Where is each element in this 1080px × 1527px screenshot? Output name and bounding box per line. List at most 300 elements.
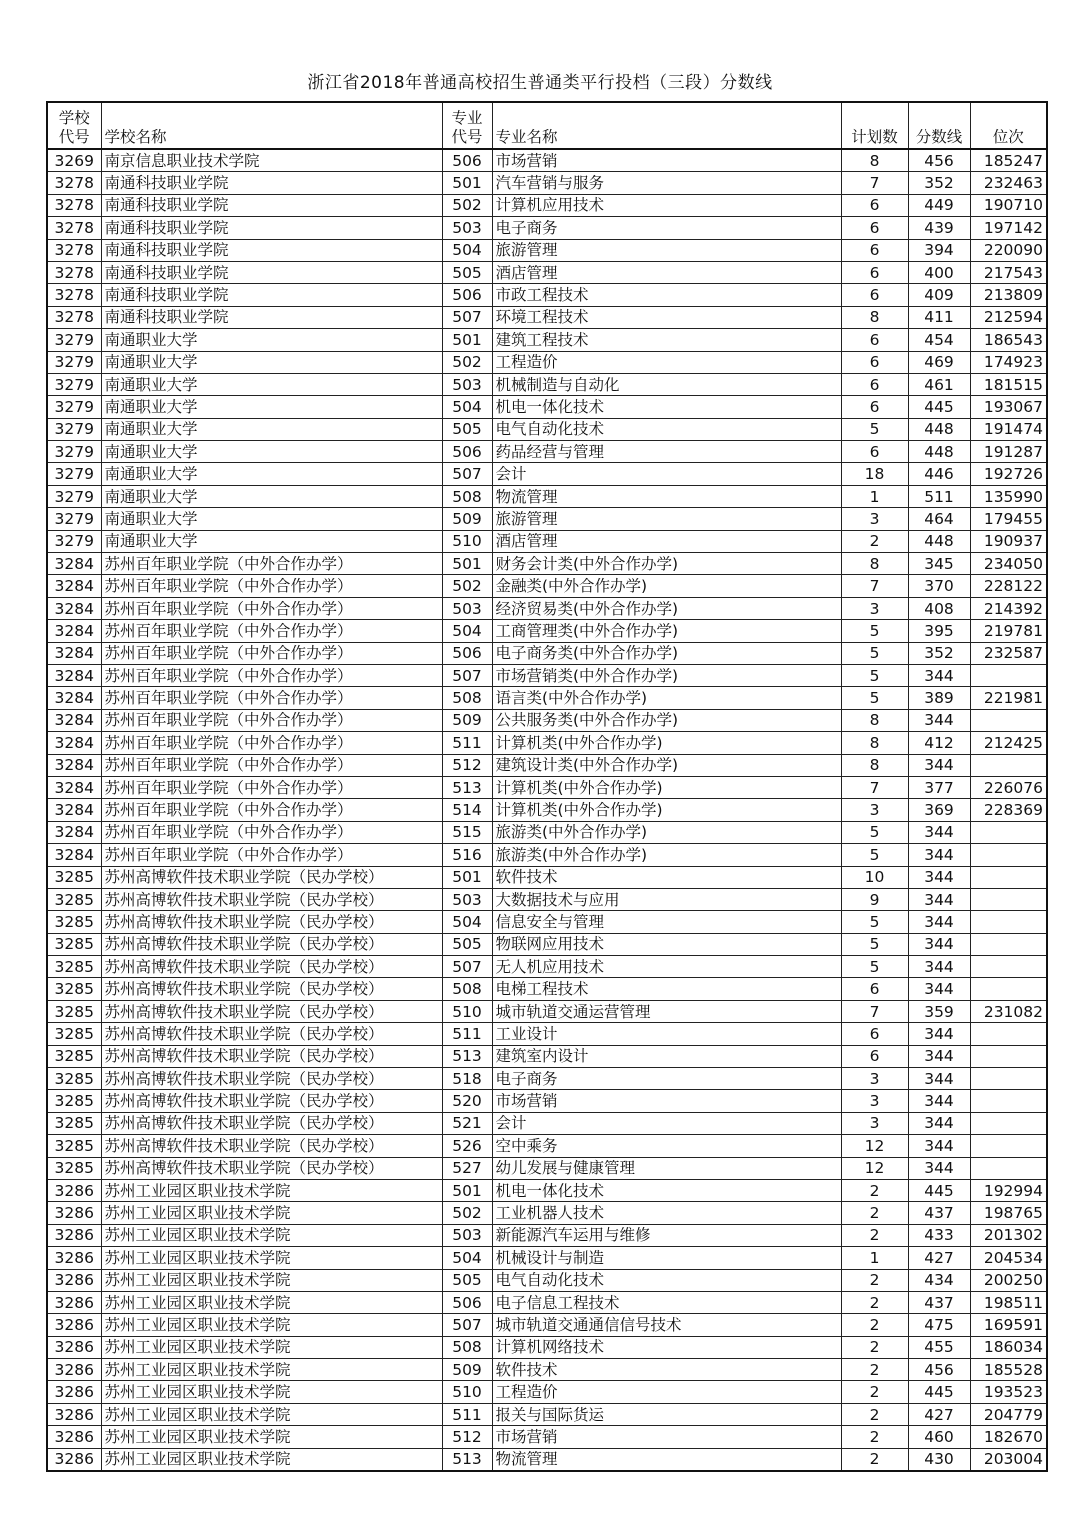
plan-count-cell: 5 [841, 418, 908, 440]
major-code-cell: 511 [442, 1023, 492, 1045]
major-name-cell: 大数据技术与应用 [492, 888, 841, 910]
major-code-cell: 507 [442, 463, 492, 485]
rank-cell [970, 709, 1047, 731]
plan-count-cell: 2 [841, 1359, 908, 1381]
major-name-cell: 财务会计类(中外合作办学) [492, 553, 841, 575]
rank-cell [970, 821, 1047, 843]
major-code-cell: 505 [442, 933, 492, 955]
rank-cell [970, 1090, 1047, 1112]
rank-cell: 232587 [970, 642, 1047, 664]
header-rank: 位次 [970, 102, 1047, 149]
school-name-cell: 苏州高博软件技术职业学院（民办学校） [101, 1090, 442, 1112]
major-name-cell: 经济贸易类(中外合作办学) [492, 597, 841, 619]
table-row [47, 709, 1047, 731]
table-row [47, 799, 1047, 821]
major-name-cell: 电子商务类(中外合作办学) [492, 642, 841, 664]
plan-count-cell: 2 [841, 530, 908, 552]
plan-count-cell: 6 [841, 1045, 908, 1067]
rank-cell: 191287 [970, 441, 1047, 463]
major-code-cell: 508 [442, 485, 492, 507]
major-name-cell: 计算机类(中外合作办学) [492, 799, 841, 821]
major-name-cell: 电子商务 [492, 217, 841, 239]
school-code-cell: 3278 [47, 306, 101, 328]
table-row [47, 217, 1047, 239]
school-code-cell: 3284 [47, 664, 101, 686]
rank-cell [970, 956, 1047, 978]
major-code-cell: 503 [442, 888, 492, 910]
school-code-cell: 3279 [47, 530, 101, 552]
rank-cell: 212425 [970, 732, 1047, 754]
score-line-cell: 461 [908, 373, 970, 395]
school-code-cell: 3286 [47, 1381, 101, 1403]
rank-cell: 212594 [970, 306, 1047, 328]
table-row [47, 194, 1047, 216]
major-name-cell: 酒店管理 [492, 261, 841, 283]
score-line-cell: 394 [908, 239, 970, 261]
major-name-cell: 机械制造与自动化 [492, 373, 841, 395]
school-name-cell: 苏州高博软件技术职业学院（民办学校） [101, 911, 442, 933]
table-row [47, 1202, 1047, 1224]
plan-count-cell: 3 [841, 508, 908, 530]
plan-count-cell: 5 [841, 642, 908, 664]
major-code-cell: 501 [442, 172, 492, 194]
school-name-cell: 南通职业大学 [101, 463, 442, 485]
school-name-cell: 苏州高博软件技术职业学院（民办学校） [101, 1000, 442, 1022]
major-code-cell: 502 [442, 575, 492, 597]
major-name-cell: 旅游管理 [492, 508, 841, 530]
major-code-cell: 511 [442, 1403, 492, 1425]
score-line-cell: 344 [908, 956, 970, 978]
school-name-cell: 苏州百年职业学院（中外合作办学） [101, 664, 442, 686]
major-name-cell: 计算机类(中外合作办学) [492, 776, 841, 798]
school-name-cell: 南通科技职业学院 [101, 261, 442, 283]
table-row [47, 1000, 1047, 1022]
major-name-cell: 电子商务 [492, 1068, 841, 1090]
school-code-cell: 3284 [47, 754, 101, 776]
rank-cell: 169591 [970, 1314, 1047, 1336]
major-name-cell: 建筑工程技术 [492, 329, 841, 351]
major-code-cell: 506 [442, 284, 492, 306]
plan-count-cell: 8 [841, 306, 908, 328]
table-row [47, 597, 1047, 619]
score-line-cell: 344 [908, 1135, 970, 1157]
school-name-cell: 南通科技职业学院 [101, 217, 442, 239]
major-code-cell: 506 [442, 441, 492, 463]
table-row [47, 373, 1047, 395]
school-name-cell: 南通职业大学 [101, 396, 442, 418]
school-code-cell: 3279 [47, 329, 101, 351]
score-line-cell: 344 [908, 888, 970, 910]
school-code-cell: 3286 [47, 1448, 101, 1471]
school-code-cell: 3285 [47, 1045, 101, 1067]
major-name-cell: 幼儿发展与健康管理 [492, 1157, 841, 1179]
school-name-cell: 苏州工业园区职业技术学院 [101, 1269, 442, 1291]
rank-cell [970, 1135, 1047, 1157]
table-row [47, 306, 1047, 328]
school-name-cell: 苏州百年职业学院（中外合作办学） [101, 553, 442, 575]
score-line-cell: 344 [908, 1023, 970, 1045]
major-code-cell: 501 [442, 1179, 492, 1201]
major-name-cell: 工程造价 [492, 1381, 841, 1403]
plan-count-cell: 6 [841, 1023, 908, 1045]
school-code-cell: 3285 [47, 956, 101, 978]
major-code-cell: 501 [442, 866, 492, 888]
school-name-cell: 苏州高博软件技术职业学院（民办学校） [101, 888, 442, 910]
score-line-cell: 434 [908, 1269, 970, 1291]
score-line-cell: 464 [908, 508, 970, 530]
major-name-cell: 市场营销类(中外合作办学) [492, 664, 841, 686]
major-name-cell: 电气自动化技术 [492, 418, 841, 440]
school-code-cell: 3284 [47, 597, 101, 619]
major-code-cell: 515 [442, 821, 492, 843]
major-code-cell: 503 [442, 1224, 492, 1246]
school-code-cell: 3285 [47, 933, 101, 955]
school-code-cell: 3286 [47, 1269, 101, 1291]
table-row [47, 620, 1047, 642]
school-code-cell: 3284 [47, 687, 101, 709]
score-line-cell: 344 [908, 933, 970, 955]
score-line-cell: 400 [908, 261, 970, 283]
plan-count-cell: 12 [841, 1135, 908, 1157]
school-code-cell: 3285 [47, 1157, 101, 1179]
plan-count-cell: 10 [841, 866, 908, 888]
school-name-cell: 南通科技职业学院 [101, 194, 442, 216]
table-row [47, 1314, 1047, 1336]
score-line-cell: 369 [908, 799, 970, 821]
rank-cell: 192726 [970, 463, 1047, 485]
plan-count-cell: 7 [841, 575, 908, 597]
school-code-cell: 3285 [47, 1135, 101, 1157]
table-row [47, 284, 1047, 306]
major-name-cell: 机电一体化技术 [492, 396, 841, 418]
plan-count-cell: 18 [841, 463, 908, 485]
table-row [47, 1381, 1047, 1403]
school-code-cell: 3284 [47, 709, 101, 731]
score-line-cell: 344 [908, 1157, 970, 1179]
plan-count-cell: 2 [841, 1224, 908, 1246]
plan-count-cell: 2 [841, 1291, 908, 1313]
major-name-cell: 物流管理 [492, 485, 841, 507]
plan-count-cell: 1 [841, 485, 908, 507]
table-row [47, 553, 1047, 575]
score-line-cell: 344 [908, 1045, 970, 1067]
table-row [47, 1224, 1047, 1246]
major-code-cell: 512 [442, 1426, 492, 1448]
score-line-cell: 475 [908, 1314, 970, 1336]
plan-count-cell: 6 [841, 329, 908, 351]
header-school-code-line1: 学校 [58, 109, 90, 127]
score-line-cell: 430 [908, 1448, 970, 1471]
major-code-cell: 504 [442, 620, 492, 642]
school-code-cell: 3286 [47, 1291, 101, 1313]
rank-cell: 203004 [970, 1448, 1047, 1471]
score-line-cell: 437 [908, 1291, 970, 1313]
plan-count-cell: 6 [841, 441, 908, 463]
school-name-cell: 苏州百年职业学院（中外合作办学） [101, 575, 442, 597]
rank-cell [970, 844, 1047, 866]
page-title: 浙江省2018年普通高校招生普通类平行投档（三段）分数线 [307, 73, 773, 93]
school-name-cell: 苏州百年职业学院（中外合作办学） [101, 799, 442, 821]
major-name-cell: 电子信息工程技术 [492, 1291, 841, 1313]
major-code-cell: 516 [442, 844, 492, 866]
score-line-cell: 455 [908, 1336, 970, 1358]
school-code-cell: 3285 [47, 1090, 101, 1112]
score-line-cell: 370 [908, 575, 970, 597]
table-row [47, 911, 1047, 933]
plan-count-cell: 6 [841, 351, 908, 373]
score-line-cell: 445 [908, 396, 970, 418]
school-code-cell: 3285 [47, 978, 101, 1000]
school-code-cell: 3285 [47, 866, 101, 888]
major-code-cell: 510 [442, 530, 492, 552]
major-code-cell: 507 [442, 1314, 492, 1336]
school-name-cell: 南通职业大学 [101, 485, 442, 507]
rank-cell [970, 911, 1047, 933]
school-code-cell: 3278 [47, 217, 101, 239]
school-code-cell: 3285 [47, 1068, 101, 1090]
score-line-cell: 344 [908, 866, 970, 888]
major-code-cell: 505 [442, 261, 492, 283]
school-code-cell: 3279 [47, 508, 101, 530]
school-code-cell: 3286 [47, 1314, 101, 1336]
school-code-cell: 3279 [47, 373, 101, 395]
major-code-cell: 512 [442, 754, 492, 776]
header-school-code-line2: 代号 [58, 128, 90, 146]
table-row [47, 1269, 1047, 1291]
score-line-cell: 344 [908, 844, 970, 866]
plan-count-cell: 2 [841, 1448, 908, 1471]
plan-count-cell: 2 [841, 1426, 908, 1448]
school-name-cell: 南通职业大学 [101, 373, 442, 395]
score-line-cell: 344 [908, 709, 970, 731]
plan-count-cell: 8 [841, 149, 908, 172]
school-name-cell: 苏州工业园区职业技术学院 [101, 1403, 442, 1425]
major-code-cell: 504 [442, 239, 492, 261]
plan-count-cell: 2 [841, 1269, 908, 1291]
score-line-cell: 446 [908, 463, 970, 485]
major-name-cell: 计算机网络技术 [492, 1336, 841, 1358]
major-code-cell: 514 [442, 799, 492, 821]
header-score: 分数线 [908, 102, 970, 149]
plan-count-cell: 2 [841, 1381, 908, 1403]
table-row [47, 329, 1047, 351]
score-line-cell: 427 [908, 1403, 970, 1425]
school-name-cell: 苏州工业园区职业技术学院 [101, 1448, 442, 1471]
school-name-cell: 苏州工业园区职业技术学院 [101, 1359, 442, 1381]
school-code-cell: 3278 [47, 284, 101, 306]
plan-count-cell: 8 [841, 553, 908, 575]
plan-count-cell: 6 [841, 217, 908, 239]
school-name-cell: 苏州工业园区职业技术学院 [101, 1247, 442, 1269]
school-code-cell: 3286 [47, 1224, 101, 1246]
table-row [47, 1090, 1047, 1112]
school-code-cell: 3285 [47, 1023, 101, 1045]
major-code-cell: 513 [442, 1045, 492, 1067]
score-line-cell: 454 [908, 329, 970, 351]
school-code-cell: 3286 [47, 1426, 101, 1448]
school-name-cell: 苏州高博软件技术职业学院（民办学校） [101, 978, 442, 1000]
table-row [47, 1068, 1047, 1090]
plan-count-cell: 5 [841, 687, 908, 709]
major-code-cell: 507 [442, 306, 492, 328]
rank-cell [970, 1023, 1047, 1045]
major-code-cell: 509 [442, 508, 492, 530]
school-name-cell: 苏州工业园区职业技术学院 [101, 1381, 442, 1403]
major-name-cell: 城市轨道交通通信信号技术 [492, 1314, 841, 1336]
rank-cell: 200250 [970, 1269, 1047, 1291]
major-name-cell: 汽车营销与服务 [492, 172, 841, 194]
plan-count-cell: 6 [841, 373, 908, 395]
major-code-cell: 504 [442, 396, 492, 418]
major-code-cell: 504 [442, 1247, 492, 1269]
major-code-cell: 504 [442, 911, 492, 933]
score-line-cell: 344 [908, 754, 970, 776]
plan-count-cell: 7 [841, 776, 908, 798]
major-name-cell: 酒店管理 [492, 530, 841, 552]
rank-cell: 185247 [970, 149, 1047, 172]
rank-cell [970, 754, 1047, 776]
table-row [47, 821, 1047, 843]
table-row [47, 1179, 1047, 1201]
score-line-cell: 377 [908, 776, 970, 798]
school-name-cell: 南通职业大学 [101, 351, 442, 373]
plan-count-cell: 6 [841, 284, 908, 306]
major-name-cell: 建筑室内设计 [492, 1045, 841, 1067]
school-code-cell: 3285 [47, 888, 101, 910]
major-name-cell: 会计 [492, 1112, 841, 1134]
major-name-cell: 市场营销 [492, 1090, 841, 1112]
plan-count-cell: 5 [841, 844, 908, 866]
plan-count-cell: 5 [841, 911, 908, 933]
score-line-cell: 359 [908, 1000, 970, 1022]
plan-count-cell: 9 [841, 888, 908, 910]
rank-cell: 181515 [970, 373, 1047, 395]
rank-cell: 221981 [970, 687, 1047, 709]
school-code-cell: 3286 [47, 1247, 101, 1269]
plan-count-cell: 3 [841, 799, 908, 821]
table-row [47, 1135, 1047, 1157]
school-name-cell: 苏州百年职业学院（中外合作办学） [101, 732, 442, 754]
table-row [47, 664, 1047, 686]
score-line-cell: 411 [908, 306, 970, 328]
header-major-code-line2: 代号 [451, 128, 483, 146]
plan-count-cell: 2 [841, 1202, 908, 1224]
plan-count-cell: 6 [841, 239, 908, 261]
plan-count-cell: 5 [841, 821, 908, 843]
score-line-cell: 456 [908, 1359, 970, 1381]
rank-cell: 204534 [970, 1247, 1047, 1269]
school-code-cell: 3284 [47, 642, 101, 664]
score-line-cell: 456 [908, 149, 970, 172]
score-line-cell: 439 [908, 217, 970, 239]
rank-cell: 192994 [970, 1179, 1047, 1201]
major-code-cell: 511 [442, 732, 492, 754]
major-name-cell: 电梯工程技术 [492, 978, 841, 1000]
header-school-code [47, 102, 101, 149]
school-name-cell: 苏州百年职业学院（中外合作办学） [101, 821, 442, 843]
table-row [47, 1291, 1047, 1313]
table-row [47, 642, 1047, 664]
school-code-cell: 3286 [47, 1359, 101, 1381]
table-row [47, 1045, 1047, 1067]
school-name-cell: 苏州高博软件技术职业学院（民办学校） [101, 956, 442, 978]
header-major-code [442, 102, 492, 149]
major-name-cell: 市场营销 [492, 149, 841, 172]
school-name-cell: 苏州工业园区职业技术学院 [101, 1202, 442, 1224]
plan-count-cell: 6 [841, 978, 908, 1000]
rank-cell: 197142 [970, 217, 1047, 239]
school-name-cell: 苏州工业园区职业技术学院 [101, 1179, 442, 1201]
plan-count-cell: 5 [841, 933, 908, 955]
score-line-cell: 344 [908, 978, 970, 1000]
score-line-cell: 344 [908, 1090, 970, 1112]
rank-cell [970, 888, 1047, 910]
major-name-cell: 报关与国际货运 [492, 1403, 841, 1425]
score-line-cell: 469 [908, 351, 970, 373]
major-name-cell: 无人机应用技术 [492, 956, 841, 978]
school-name-cell: 苏州高博软件技术职业学院（民办学校） [101, 1068, 442, 1090]
rank-cell: 185528 [970, 1359, 1047, 1381]
table-row [47, 1023, 1047, 1045]
rank-cell: 186543 [970, 329, 1047, 351]
school-code-cell: 3285 [47, 1112, 101, 1134]
school-code-cell: 3285 [47, 1000, 101, 1022]
major-code-cell: 503 [442, 373, 492, 395]
major-name-cell: 工业机器人技术 [492, 1202, 841, 1224]
rank-cell: 228369 [970, 799, 1047, 821]
major-name-cell: 计算机类(中外合作办学) [492, 732, 841, 754]
rank-cell [970, 1112, 1047, 1134]
school-name-cell: 苏州高博软件技术职业学院（民办学校） [101, 1023, 442, 1045]
major-code-cell: 507 [442, 664, 492, 686]
major-name-cell: 药品经营与管理 [492, 441, 841, 463]
major-code-cell: 508 [442, 978, 492, 1000]
plan-count-cell: 3 [841, 1068, 908, 1090]
score-line-cell: 445 [908, 1381, 970, 1403]
table-row [47, 1359, 1047, 1381]
plan-count-cell: 7 [841, 1000, 908, 1022]
plan-count-cell: 2 [841, 1336, 908, 1358]
table-body [47, 149, 1047, 1471]
school-name-cell: 南通职业大学 [101, 530, 442, 552]
table-row [47, 687, 1047, 709]
rank-cell: 179455 [970, 508, 1047, 530]
school-code-cell: 3284 [47, 620, 101, 642]
table-row [47, 441, 1047, 463]
school-code-cell: 3284 [47, 821, 101, 843]
school-code-cell: 3278 [47, 239, 101, 261]
school-code-cell: 3285 [47, 911, 101, 933]
plan-count-cell: 3 [841, 1112, 908, 1134]
major-code-cell: 521 [442, 1112, 492, 1134]
school-name-cell: 苏州高博软件技术职业学院（民办学校） [101, 1045, 442, 1067]
school-name-cell: 苏州工业园区职业技术学院 [101, 1336, 442, 1358]
major-code-cell: 501 [442, 329, 492, 351]
table-row [47, 754, 1047, 776]
score-line-cell: 433 [908, 1224, 970, 1246]
rank-cell: 220090 [970, 239, 1047, 261]
score-line-cell: 352 [908, 642, 970, 664]
rank-cell: 219781 [970, 620, 1047, 642]
school-code-cell: 3286 [47, 1403, 101, 1425]
rank-cell: 217543 [970, 261, 1047, 283]
plan-count-cell: 12 [841, 1157, 908, 1179]
school-name-cell: 苏州百年职业学院（中外合作办学） [101, 754, 442, 776]
school-code-cell: 3279 [47, 485, 101, 507]
score-line-cell: 408 [908, 597, 970, 619]
major-code-cell: 526 [442, 1135, 492, 1157]
major-code-cell: 501 [442, 553, 492, 575]
